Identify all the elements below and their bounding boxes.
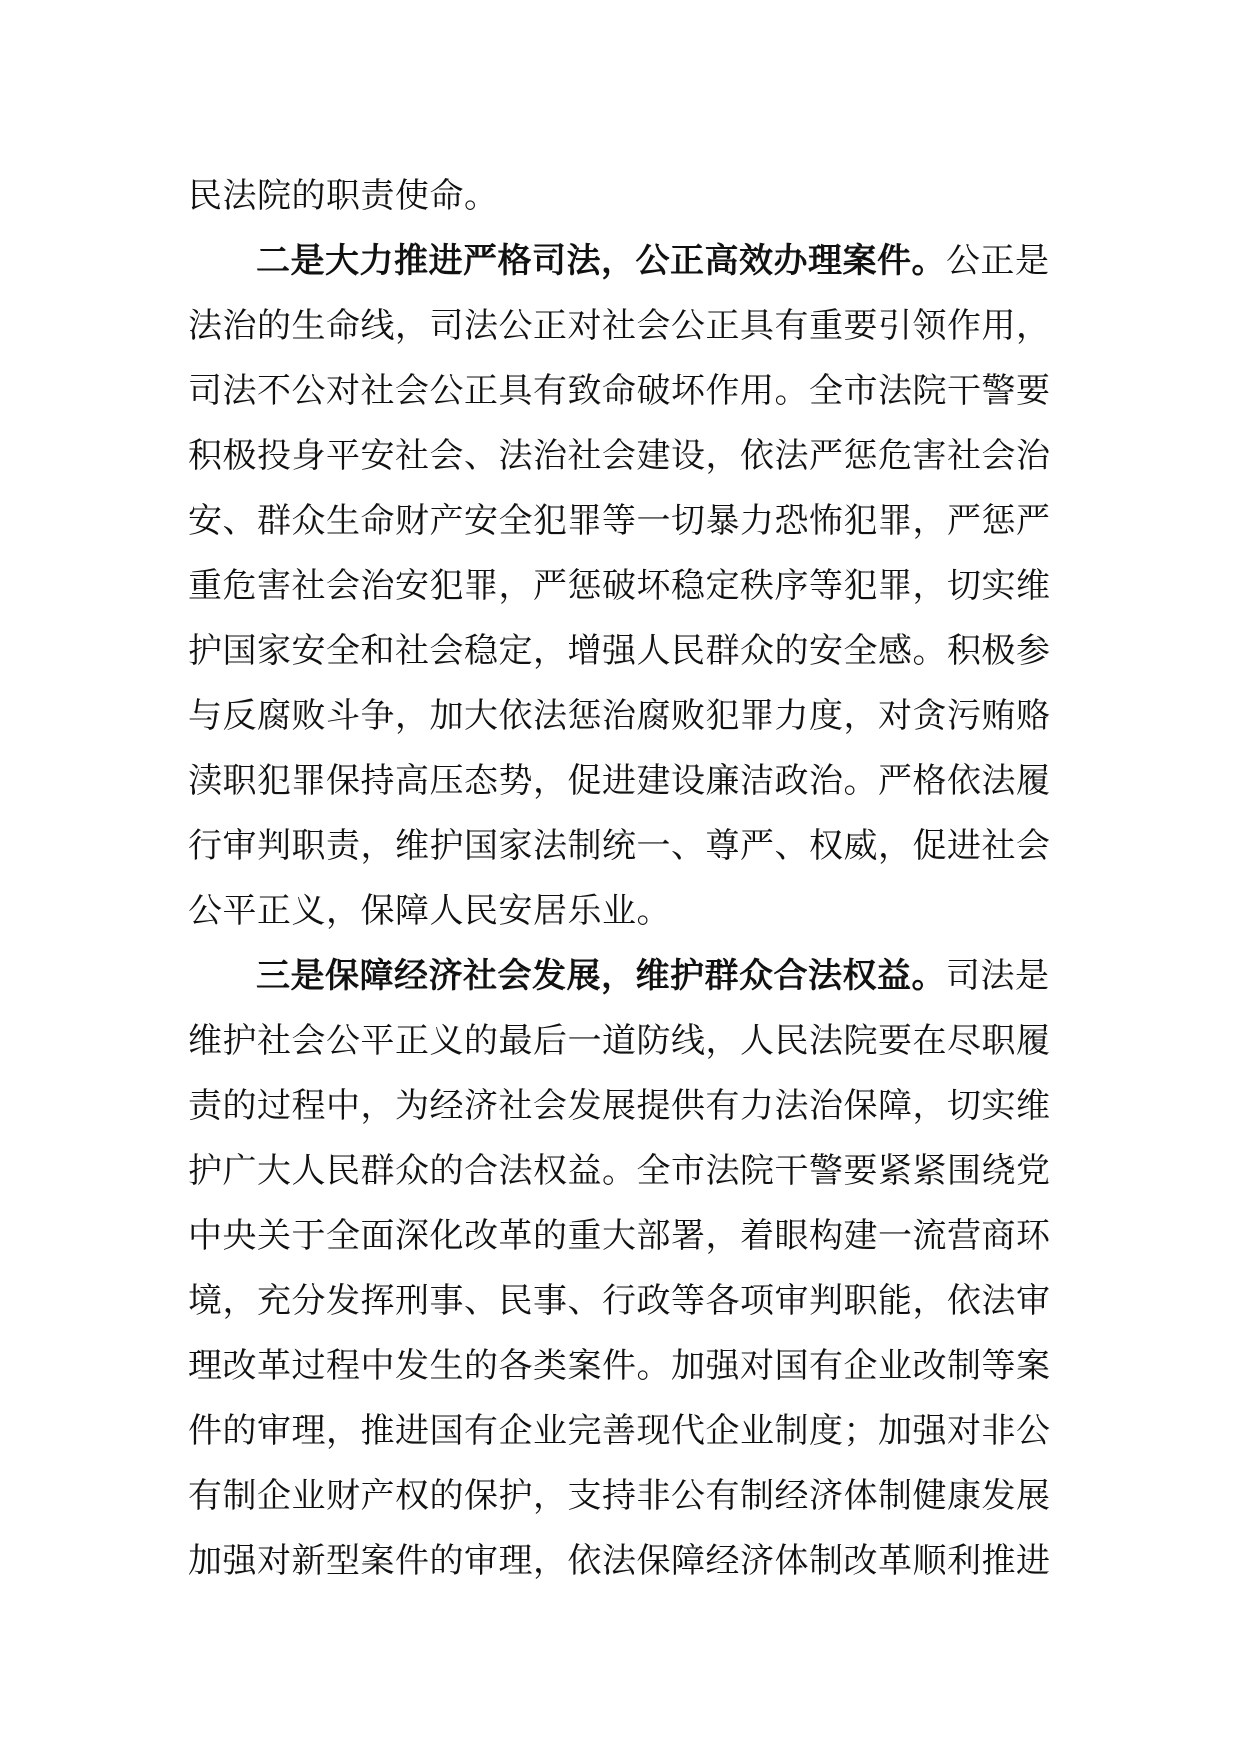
paragraph-3-line: 境，充分发挥刑事、民事、行政等各项审判职能，依法审	[188, 1281, 1051, 1321]
paragraph-3-line: 维护社会公平正义的最后一道防线，人民法院要在尽职履	[188, 1021, 1051, 1061]
paragraph-2-line: 与反腐败斗争，加大依法惩治腐败犯罪力度，对贪污贿赂	[188, 696, 1051, 736]
paragraph-2-first-line	[188, 229, 1068, 294]
paragraph-2-line: 安、群众生命财产安全犯罪等一切暴力恐怖犯罪，严惩严	[188, 501, 1051, 541]
paragraph-3-first-line	[188, 944, 1068, 1009]
paragraph-3-line: 理改革过程中发生的各类案件。加强对国有企业改制等案	[188, 1346, 1051, 1386]
paragraph-2-line: 渎职犯罪保持高压态势，促进建设廉洁政治。严格依法履	[188, 761, 1051, 801]
paragraph-2-line: 公平正义，保障人民安居乐业。	[188, 891, 671, 931]
paragraph-2-line: 护国家安全和社会稳定，增强人民群众的安全感。积极参	[188, 631, 1051, 671]
paragraph-3-heading: 三是保障经济社会发展，维护群众合法权益。	[256, 956, 946, 996]
paragraph-3-line: 责的过程中，为经济社会发展提供有力法治保障，切实维	[188, 1086, 1051, 1126]
paragraph-2-line: 积极投身平安社会、法治社会建设，依法严惩危害社会治	[188, 436, 1051, 476]
paragraph-3-first-line-rest: 司法是	[946, 956, 1050, 996]
body-text	[188, 164, 1068, 1594]
paragraph-2-line: 重危害社会治安犯罪，严惩破坏稳定秩序等犯罪，切实维	[188, 566, 1051, 606]
continuation-line: 民法院的职责使命。	[188, 176, 499, 216]
paragraph-3-line: 中央关于全面深化改革的重大部署，着眼构建一流营商环	[188, 1216, 1051, 1256]
paragraph-2-first-line-rest: 公正是	[946, 241, 1050, 281]
paragraph-2	[188, 229, 1068, 944]
paragraph-3-line: 护广大人民群众的合法权益。全市法院干警要紧紧围绕党	[188, 1151, 1051, 1191]
paragraph-3-line: 有制企业财产权的保护，支持非公有制经济体制健康发展	[188, 1476, 1051, 1516]
paragraph-3-line: 加强对新型案件的审理，依法保障经济体制改革顺利推进	[188, 1541, 1051, 1581]
paragraph-3	[188, 944, 1068, 1594]
paragraph-2-line: 法治的生命线，司法公正对社会公正具有重要引领作用，	[188, 306, 1051, 346]
paragraph-2-line: 行审判职责，维护国家法制统一、尊严、权威，促进社会	[188, 826, 1051, 866]
paragraph-3-line: 件的审理，推进国有企业完善现代企业制度；加强对非公	[188, 1411, 1051, 1451]
paragraph-2-line: 司法不公对社会公正具有致命破坏作用。全市法院干警要	[188, 371, 1051, 411]
paragraph-2-heading: 二是大力推进严格司法，公正高效办理案件。	[256, 241, 946, 281]
